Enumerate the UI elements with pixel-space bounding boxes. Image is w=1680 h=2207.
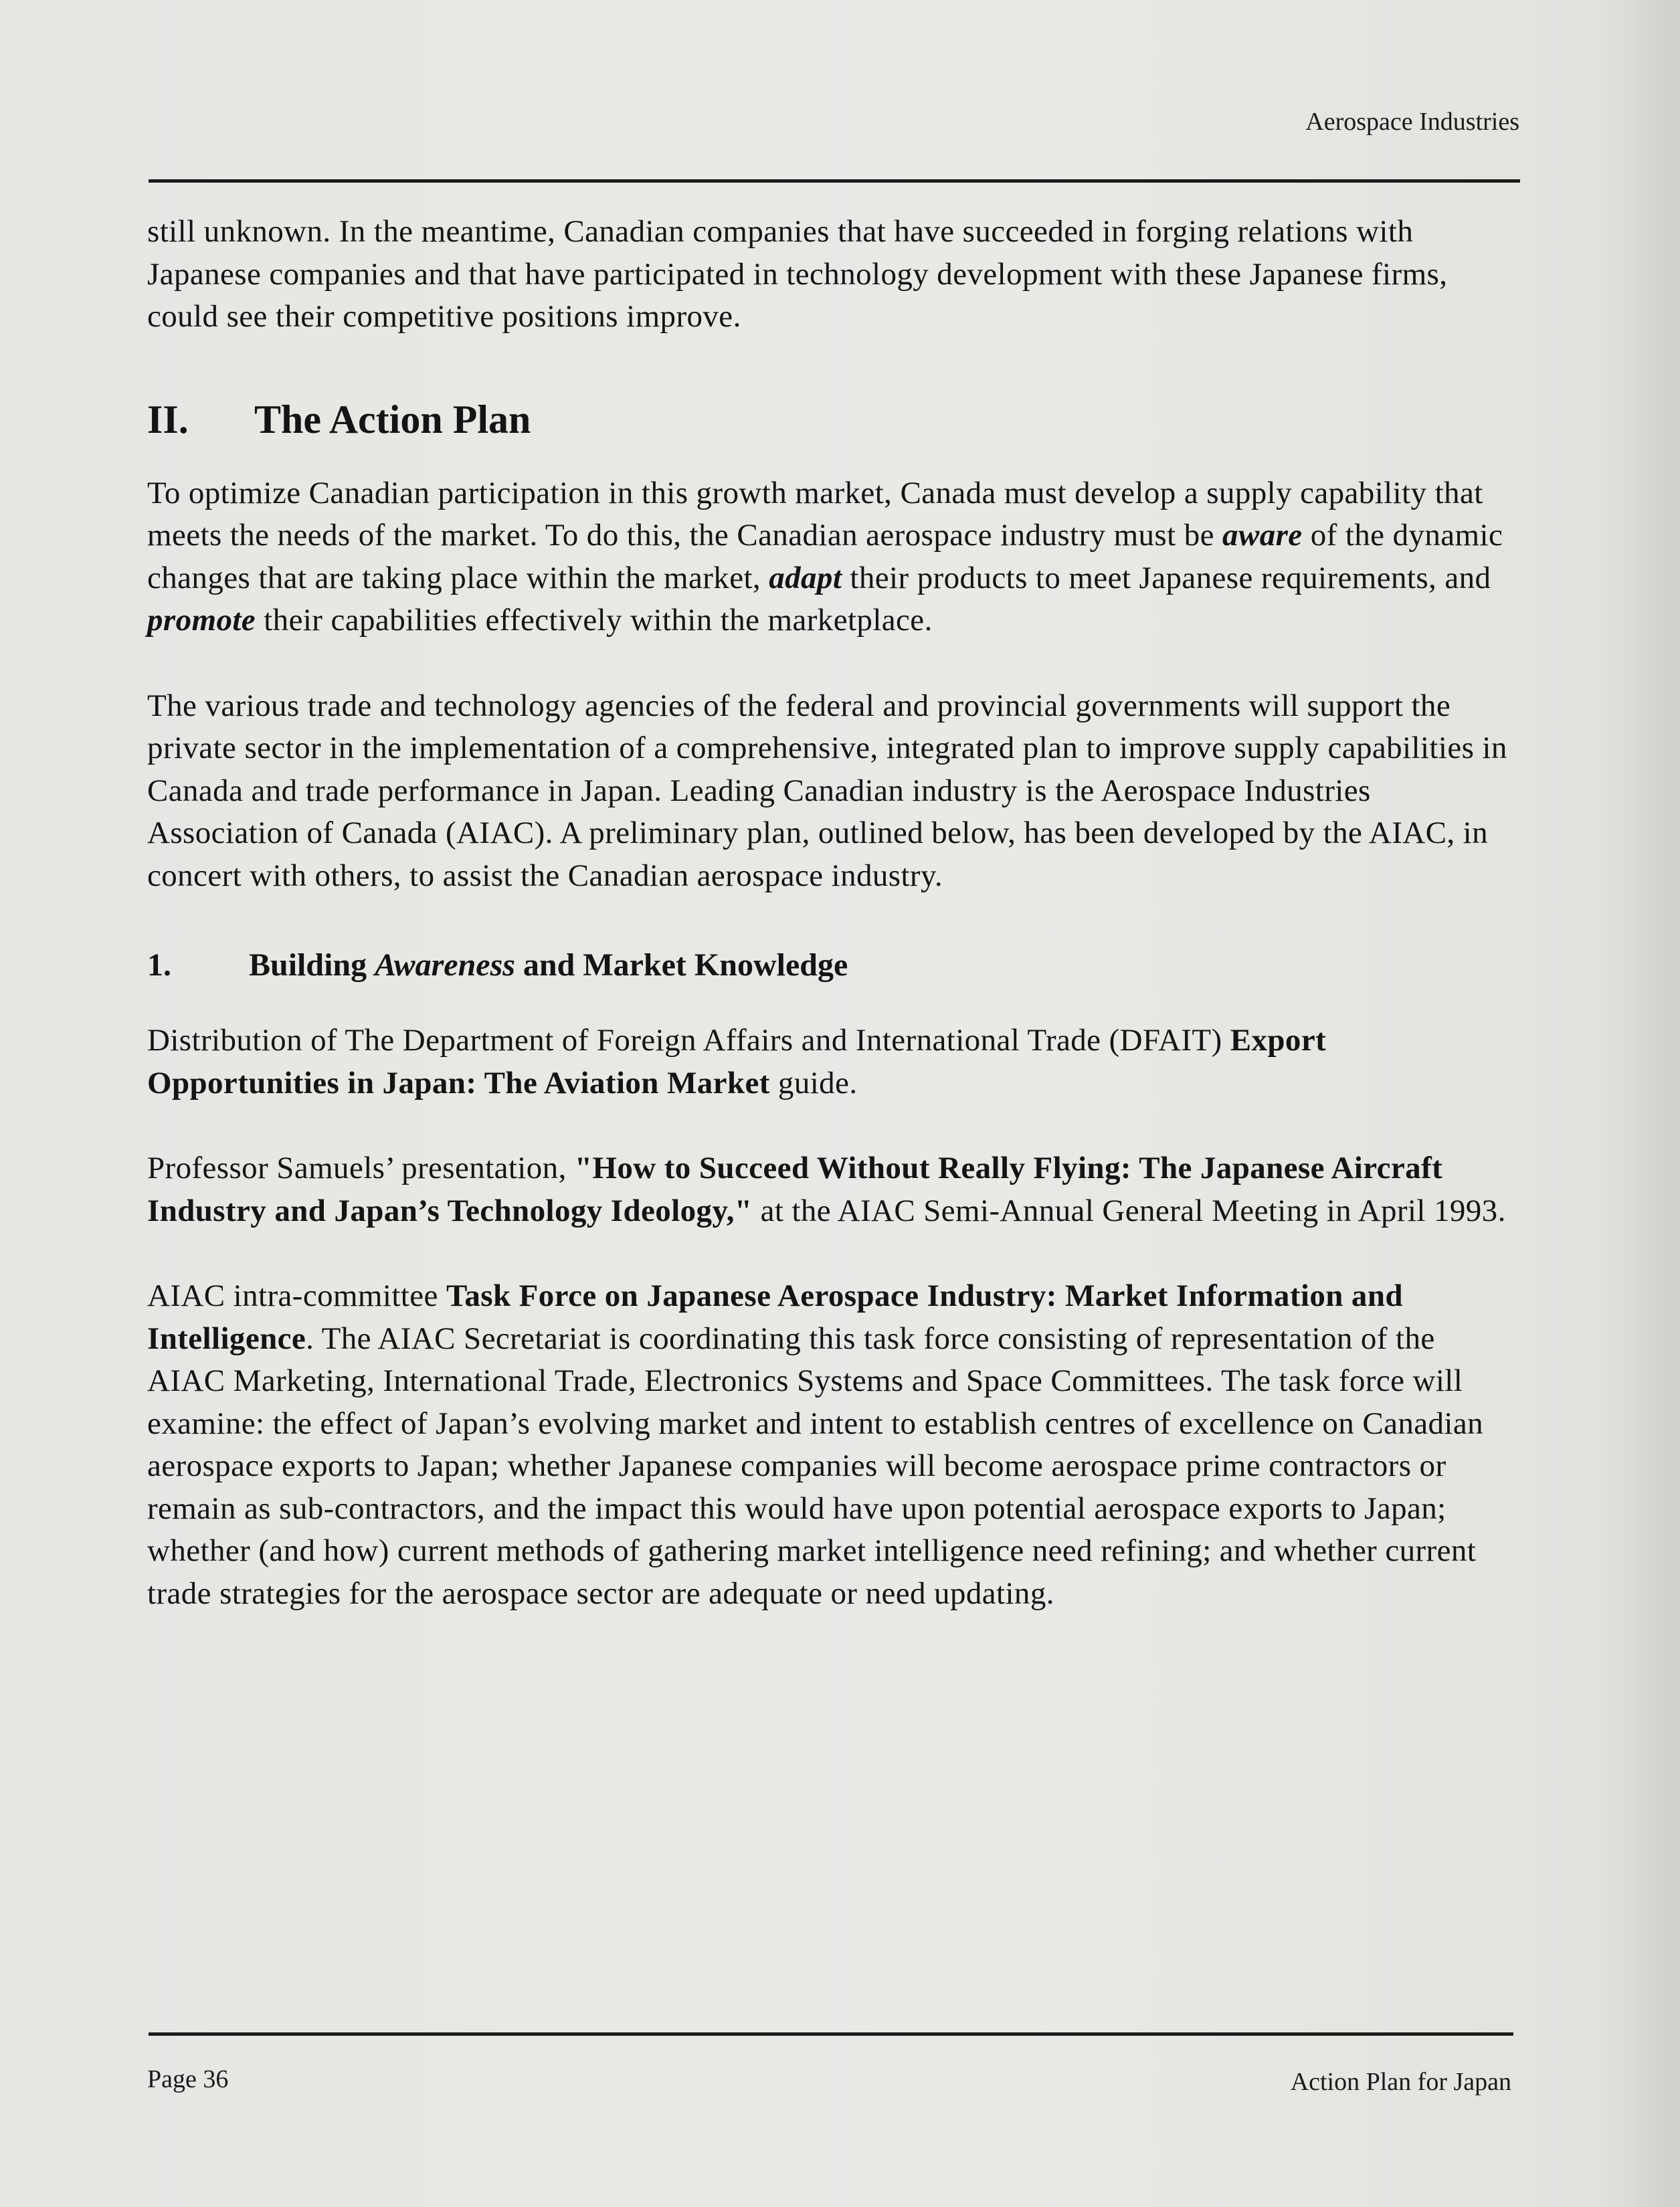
task-force-paragraph bbox=[147, 1275, 1512, 1615]
emphasis-aware: aware bbox=[1222, 518, 1303, 553]
action-plan-paragraph bbox=[147, 472, 1512, 642]
section-title: The Action Plan bbox=[254, 397, 531, 442]
text-run: of the dynamic changes that are taking place within the market, bbox=[147, 518, 1503, 595]
text-run: Building bbox=[249, 947, 375, 983]
section-number: II. bbox=[147, 397, 189, 442]
text-run: Distribution of The Department of Foreign Affairs and International Trade (DFAIT) bbox=[147, 1023, 1230, 1058]
page-number: Page 36 bbox=[147, 2065, 229, 2093]
section-heading bbox=[147, 396, 1512, 443]
footer-rule bbox=[149, 2032, 1513, 2036]
intro-paragraph: still unknown. In the meantime, Canadian companies that have succeeded in forging relations with Japanese companies and that have participated in technology development with these Japanese firms, could see their competitive positions improve. bbox=[147, 214, 1448, 334]
text-run: . The AIAC Secretariat is coordinating this task force consisting of representation of the AIAC Marketing, International Trade, Electronics Systems and Space Committees. The task force will examine: the effect of Japan’s evolving market and intent to establish centres of excellence on Canadian aerospace exports to Japan; whether Japanese companies will become aerospace prime contractors or remain as sub-contractors, and the impact this would have upon potential aerospace exports to Japan; whether (and how) current methods of gathering market intelligence need refining; and whether current trade strategies for the aerospace sector are adequate or need updating. bbox=[147, 1321, 1484, 1611]
running-header: Aerospace Industries bbox=[1305, 108, 1519, 136]
text-run: AIAC intra-committee bbox=[147, 1278, 446, 1313]
presentation-title: "How to Succeed Without Really Flying: The Japanese Aircraft Industry and Japan’s Technology Ideology," bbox=[147, 1151, 1443, 1228]
header-rule bbox=[149, 179, 1520, 183]
page-body bbox=[147, 211, 1512, 1615]
emphasis-adapt: adapt bbox=[769, 560, 842, 595]
task-force-title: Task Force on Japanese Aerospace Industry: Market Information and Intelligence bbox=[147, 1278, 1403, 1356]
text-run: at the AIAC Semi-Annual General Meeting in April 1993. bbox=[752, 1193, 1506, 1228]
samuels-presentation-paragraph bbox=[147, 1147, 1512, 1232]
text-run: To optimize Canadian participation in this growth market, Canada must develop a supply capability that meets the needs of the market. To do this, the Canadian aerospace industry must be bbox=[147, 475, 1483, 553]
text-run: Professor Samuels’ presentation, bbox=[147, 1151, 575, 1185]
text-run: guide. bbox=[769, 1065, 858, 1100]
guide-title: Export Opportunities in Japan: The Aviation Market bbox=[147, 1023, 1327, 1100]
agencies-paragraph: The various trade and technology agencies of the federal and provincial governments will support the private sector in the implementation of a comprehensive, integrated plan to improve supply capabilities in Canada and trade performance in Japan. Leading Canadian industry is the Aerospace Industries Association of Canada (AIAC). A preliminary plan, outlined below, has been developed by the AIAC, in concert with others, to assist the Canadian aerospace industry. bbox=[147, 688, 1507, 893]
emphasis-promote: promote bbox=[147, 603, 256, 638]
subsection-heading bbox=[147, 944, 1512, 986]
dfait-guide-paragraph bbox=[147, 1020, 1512, 1105]
text-run: their products to meet Japanese requirements, and bbox=[842, 560, 1491, 595]
footer-title: Action Plan for Japan bbox=[1290, 2068, 1511, 2096]
emphasis-awareness: Awareness bbox=[375, 947, 515, 983]
text-run: and Market Knowledge bbox=[515, 947, 848, 983]
text-run: their capabilities effectively within the marketplace. bbox=[256, 603, 933, 638]
subsection-number: 1. bbox=[147, 947, 171, 983]
